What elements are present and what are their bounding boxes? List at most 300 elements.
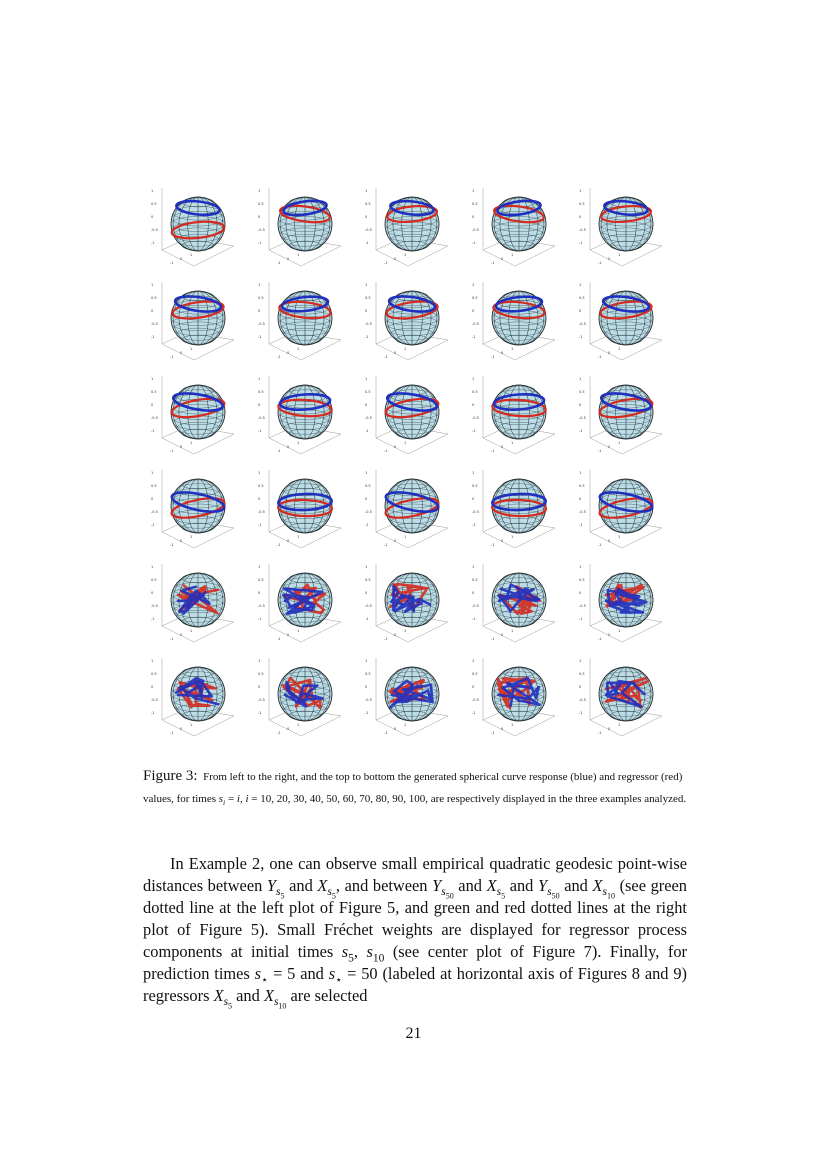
z-tick-label: 0.5	[472, 484, 478, 488]
x-tick-label: 1	[618, 347, 621, 351]
z-tick-label: -0.5	[365, 416, 372, 420]
z-tick-label: 0.5	[472, 202, 478, 206]
x-tick-label: 1	[404, 723, 407, 727]
sphere-plot	[362, 650, 454, 742]
x-tick-label: -1	[384, 355, 388, 359]
z-tick-label: 0	[258, 685, 261, 689]
sphere-panel-r3-c5	[576, 368, 668, 460]
sphere-plot	[469, 180, 561, 272]
z-tick-label: -0.5	[151, 698, 158, 702]
z-tick-label: 0	[151, 591, 154, 595]
z-tick-label: -1	[258, 617, 262, 621]
z-tick-label: -1	[472, 241, 476, 245]
z-tick-label: 0.5	[579, 296, 585, 300]
x-tick-label: 1	[511, 535, 514, 539]
z-tick-label: -0.5	[472, 698, 479, 702]
x-tick-label: 0	[287, 727, 290, 731]
x-tick-label: -1	[491, 637, 495, 641]
sphere-plot	[148, 368, 240, 460]
x-tick-label: 1	[511, 723, 514, 727]
z-tick-label: -1	[579, 523, 583, 527]
z-tick-label: -1	[258, 335, 262, 339]
sphere-panel-r1-c3	[362, 180, 454, 272]
sphere-plot	[148, 650, 240, 742]
z-tick-label: 0.5	[151, 672, 157, 676]
x-tick-label: 0	[501, 633, 504, 637]
sphere-plot	[576, 462, 668, 554]
z-tick-label: 1	[472, 471, 475, 475]
x-tick-label: -1	[491, 543, 495, 547]
x-tick-label: 0	[501, 257, 504, 261]
z-tick-label: 1	[365, 565, 368, 569]
z-tick-label: 0.5	[258, 484, 264, 488]
z-tick-label: -0.5	[365, 322, 372, 326]
sphere-plot	[469, 274, 561, 366]
z-tick-label: 0	[579, 497, 582, 501]
sphere-panel-r6-c3	[362, 650, 454, 742]
sphere-panel-r5-c4	[469, 556, 561, 648]
page-number: 21	[405, 1025, 422, 1042]
z-tick-label: -1	[579, 241, 583, 245]
sphere-panel-r5-c1	[148, 556, 240, 648]
z-tick-label: -1	[472, 335, 476, 339]
z-tick-label: -1	[365, 711, 369, 715]
sphere-panel-r5-c5	[576, 556, 668, 648]
z-tick-label: 0.5	[258, 578, 264, 582]
z-tick-label: 0	[579, 403, 582, 407]
x-tick-label: 0	[501, 351, 504, 355]
z-tick-label: 0	[472, 309, 475, 313]
z-tick-label: 0	[472, 497, 475, 501]
x-tick-label: 0	[501, 727, 504, 731]
sphere-panel-r1-c5	[576, 180, 668, 272]
z-tick-label: -0.5	[151, 322, 158, 326]
z-tick-label: 0	[365, 215, 368, 219]
z-tick-label: -0.5	[258, 322, 265, 326]
x-tick-label: -1	[491, 449, 495, 453]
z-tick-label: 0.5	[579, 578, 585, 582]
x-tick-label: 1	[511, 441, 514, 445]
sphere-plot	[255, 368, 347, 460]
x-tick-label: 1	[190, 723, 193, 727]
sphere-panel-r4-c3	[362, 462, 454, 554]
sphere-plot	[255, 556, 347, 648]
x-tick-label: -1	[170, 261, 174, 265]
z-tick-label: -0.5	[579, 416, 586, 420]
sphere-panel-r2-c1	[148, 274, 240, 366]
sphere-panel-r2-c3	[362, 274, 454, 366]
x-tick-label: -1	[598, 637, 602, 641]
x-tick-label: -1	[277, 731, 281, 735]
z-tick-label: 0.5	[365, 296, 371, 300]
z-tick-label: 0.5	[365, 202, 371, 206]
x-tick-label: 1	[618, 441, 621, 445]
z-tick-label: 1	[472, 377, 475, 381]
x-tick-label: -1	[598, 543, 602, 547]
x-tick-label: -1	[384, 731, 388, 735]
z-tick-label: 0	[258, 497, 261, 501]
sphere-panel-r2-c4	[469, 274, 561, 366]
x-tick-label: 0	[180, 351, 183, 355]
sphere-panel-r4-c4	[469, 462, 561, 554]
z-tick-label: 0.5	[151, 296, 157, 300]
x-tick-label: 0	[180, 257, 183, 261]
z-tick-label: -0.5	[258, 416, 265, 420]
z-tick-label: 1	[472, 659, 475, 663]
z-tick-label: 0	[151, 215, 154, 219]
sphere-plot	[148, 556, 240, 648]
z-tick-label: 1	[151, 565, 154, 569]
x-tick-label: 0	[608, 351, 611, 355]
x-tick-label: 0	[287, 351, 290, 355]
figure-3-sphere-grid	[148, 180, 688, 735]
z-tick-label: -0.5	[365, 698, 372, 702]
x-tick-label: 0	[180, 633, 183, 637]
z-tick-label: 1	[579, 659, 582, 663]
x-tick-label: 1	[297, 723, 300, 727]
z-tick-label: 0	[151, 497, 154, 501]
sphere-panel-r2-c2	[255, 274, 347, 366]
z-tick-label: 1	[151, 659, 154, 663]
x-tick-label: 0	[608, 727, 611, 731]
x-tick-label: -1	[384, 261, 388, 265]
z-tick-label: -1	[258, 241, 262, 245]
sphere-plot	[576, 180, 668, 272]
sphere-panel-r4-c2	[255, 462, 347, 554]
z-tick-label: 0	[151, 309, 154, 313]
z-tick-label: -1	[151, 523, 155, 527]
z-tick-label: 1	[472, 283, 475, 287]
x-tick-label: -1	[384, 637, 388, 641]
x-tick-label: 0	[287, 633, 290, 637]
z-tick-label: 0	[365, 403, 368, 407]
x-tick-label: 0	[501, 539, 504, 543]
z-tick-label: -1	[365, 241, 369, 245]
x-tick-label: 0	[394, 445, 397, 449]
x-tick-label: 1	[297, 441, 300, 445]
sphere-plot	[576, 650, 668, 742]
z-tick-label: 0	[472, 403, 475, 407]
x-tick-label: -1	[170, 637, 174, 641]
z-tick-label: -1	[472, 523, 476, 527]
figure-caption	[143, 765, 687, 810]
sphere-panel-r6-c4	[469, 650, 561, 742]
sphere-plot	[469, 556, 561, 648]
x-tick-label: 0	[394, 539, 397, 543]
z-tick-label: 1	[151, 377, 154, 381]
z-tick-label: 1	[472, 189, 475, 193]
x-tick-label: 1	[404, 441, 407, 445]
x-tick-label: -1	[277, 449, 281, 453]
z-tick-label: 0.5	[579, 202, 585, 206]
z-tick-label: -1	[258, 429, 262, 433]
z-tick-label: 0.5	[365, 672, 371, 676]
z-tick-label: 0.5	[472, 296, 478, 300]
z-tick-label: 0.5	[151, 484, 157, 488]
sphere-plot	[362, 462, 454, 554]
z-tick-label: 1	[151, 283, 154, 287]
sphere-plot	[255, 462, 347, 554]
body-paragraph	[143, 853, 687, 1011]
z-tick-label: 0.5	[365, 578, 371, 582]
z-tick-label: -1	[365, 335, 369, 339]
x-tick-label: -1	[170, 731, 174, 735]
x-tick-label: 1	[404, 535, 407, 539]
x-tick-label: 0	[394, 727, 397, 731]
sphere-panel-r3-c1	[148, 368, 240, 460]
z-tick-label: 0	[579, 309, 582, 313]
x-tick-label: 1	[297, 535, 300, 539]
z-tick-label: -1	[258, 711, 262, 715]
z-tick-label: 0.5	[579, 484, 585, 488]
x-tick-label: 1	[297, 347, 300, 351]
x-tick-label: 1	[618, 629, 621, 633]
x-tick-label: -1	[598, 731, 602, 735]
sphere-plot	[469, 462, 561, 554]
z-tick-label: 1	[258, 471, 261, 475]
sphere-panel-r4-c5	[576, 462, 668, 554]
x-tick-label: 1	[190, 347, 193, 351]
sphere-plot	[576, 274, 668, 366]
x-tick-label: 1	[190, 253, 193, 257]
z-tick-label: 1	[365, 283, 368, 287]
x-tick-label: 0	[501, 445, 504, 449]
x-tick-label: 1	[618, 535, 621, 539]
z-tick-label: -0.5	[258, 604, 265, 608]
x-tick-label: 0	[287, 445, 290, 449]
sphere-plot	[148, 274, 240, 366]
sphere-panel-r3-c3	[362, 368, 454, 460]
z-tick-label: 0	[258, 309, 261, 313]
x-tick-label: -1	[170, 355, 174, 359]
z-tick-label: -1	[365, 523, 369, 527]
z-tick-label: 0	[472, 215, 475, 219]
z-tick-label: 0	[258, 215, 261, 219]
z-tick-label: -0.5	[151, 604, 158, 608]
z-tick-label: 0.5	[151, 578, 157, 582]
sphere-panel-r1-c2	[255, 180, 347, 272]
x-tick-label: 1	[190, 629, 193, 633]
z-tick-label: -0.5	[472, 416, 479, 420]
z-tick-label: -0.5	[151, 228, 158, 232]
z-tick-label: -0.5	[472, 510, 479, 514]
x-tick-label: -1	[170, 449, 174, 453]
z-tick-label: 1	[472, 565, 475, 569]
x-tick-label: 1	[404, 629, 407, 633]
z-tick-label: 0	[151, 685, 154, 689]
x-tick-label: -1	[277, 543, 281, 547]
z-tick-label: -1	[472, 429, 476, 433]
z-tick-label: 0	[579, 591, 582, 595]
x-tick-label: 1	[618, 723, 621, 727]
sphere-plot	[362, 368, 454, 460]
sphere-plot	[469, 650, 561, 742]
sphere-plot	[148, 180, 240, 272]
sphere-panel-r1-c1	[148, 180, 240, 272]
z-tick-label: -1	[151, 335, 155, 339]
sphere-plot	[255, 650, 347, 742]
z-tick-label: 0.5	[472, 672, 478, 676]
x-tick-label: -1	[170, 543, 174, 547]
z-tick-label: 1	[579, 471, 582, 475]
z-tick-label: -1	[151, 711, 155, 715]
sphere-panel-r6-c5	[576, 650, 668, 742]
sphere-panel-r6-c1	[148, 650, 240, 742]
x-tick-label: 0	[608, 257, 611, 261]
z-tick-label: 0	[365, 309, 368, 313]
x-tick-label: -1	[277, 261, 281, 265]
sphere-plot	[362, 556, 454, 648]
z-tick-label: -1	[365, 617, 369, 621]
z-tick-label: 0.5	[258, 202, 264, 206]
z-tick-label: -0.5	[472, 604, 479, 608]
z-tick-label: 0	[579, 685, 582, 689]
sphere-panel-r3-c2	[255, 368, 347, 460]
z-tick-label: -1	[151, 617, 155, 621]
z-tick-label: -0.5	[579, 322, 586, 326]
x-tick-label: -1	[598, 449, 602, 453]
sphere-panel-r5-c2	[255, 556, 347, 648]
sphere-plot	[255, 274, 347, 366]
z-tick-label: 0.5	[151, 202, 157, 206]
z-tick-label: 1	[579, 377, 582, 381]
z-tick-label: 1	[579, 565, 582, 569]
z-tick-label: -1	[579, 335, 583, 339]
z-tick-label: 1	[579, 283, 582, 287]
z-tick-label: -0.5	[579, 604, 586, 608]
z-tick-label: -1	[151, 241, 155, 245]
z-tick-label: 0	[472, 685, 475, 689]
z-tick-label: 0	[579, 215, 582, 219]
z-tick-label: -0.5	[365, 510, 372, 514]
z-tick-label: -1	[258, 523, 262, 527]
z-tick-label: -0.5	[151, 416, 158, 420]
z-tick-label: 0.5	[151, 390, 157, 394]
x-tick-label: 0	[394, 633, 397, 637]
z-tick-label: -0.5	[365, 228, 372, 232]
z-tick-label: 1	[258, 565, 261, 569]
z-tick-label: -1	[579, 617, 583, 621]
sphere-panel-r6-c2	[255, 650, 347, 742]
x-tick-label: 0	[394, 351, 397, 355]
x-tick-label: -1	[384, 449, 388, 453]
z-tick-label: 0.5	[258, 390, 264, 394]
z-tick-label: -0.5	[579, 510, 586, 514]
z-tick-label: 0.5	[579, 672, 585, 676]
z-tick-label: -1	[579, 429, 583, 433]
z-tick-label: -0.5	[258, 228, 265, 232]
z-tick-label: 1	[258, 377, 261, 381]
x-tick-label: -1	[491, 261, 495, 265]
x-tick-label: 0	[287, 539, 290, 543]
sphere-plot	[362, 274, 454, 366]
z-tick-label: 0	[151, 403, 154, 407]
z-tick-label: 1	[365, 659, 368, 663]
figure-label: Figure 3:	[143, 768, 198, 784]
z-tick-label: 1	[365, 189, 368, 193]
x-tick-label: -1	[491, 731, 495, 735]
x-tick-label: 1	[297, 629, 300, 633]
z-tick-label: 0.5	[258, 672, 264, 676]
z-tick-label: 1	[258, 189, 261, 193]
z-tick-label: -0.5	[579, 698, 586, 702]
x-tick-label: -1	[598, 261, 602, 265]
z-tick-label: -1	[579, 711, 583, 715]
z-tick-label: 0.5	[579, 390, 585, 394]
z-tick-label: 0	[365, 685, 368, 689]
z-tick-label: 0.5	[365, 390, 371, 394]
sphere-panel-r4-c1	[148, 462, 240, 554]
sphere-panel-r3-c4	[469, 368, 561, 460]
x-tick-label: 1	[404, 347, 407, 351]
x-tick-label: 0	[180, 727, 183, 731]
sphere-plot	[576, 368, 668, 460]
x-tick-label: 1	[297, 253, 300, 257]
x-tick-label: -1	[277, 355, 281, 359]
x-tick-label: -1	[277, 637, 281, 641]
z-tick-label: -0.5	[472, 228, 479, 232]
x-tick-label: 0	[608, 445, 611, 449]
x-tick-label: 0	[180, 445, 183, 449]
sphere-panel-r5-c3	[362, 556, 454, 648]
x-tick-label: 1	[511, 347, 514, 351]
z-tick-label: -0.5	[151, 510, 158, 514]
z-tick-label: 0	[258, 403, 261, 407]
z-tick-label: 0	[258, 591, 261, 595]
paragraph-example-2: In Example 2, one can observe small empirical quadratic geodesic point-wise distances between $Y_{s_5}$ and $X_{s_5}$, and between $Y_{s_{50}}$ and $X_{s_5}$ and $Y_{s_{50}}$ and $X_{s_{10}}$ (see green dotted line at the left plot of Figure 5, and green and red dotted lines at the right plot of Figure 5). Small Fréchet weights are displayed for regressor process components at initial times $s_5$, $s_{10}$ (see center plot of Figure 7). Finally, for prediction times $s_⋆ = 5$ and $s_⋆ = 50$ (labeled at horizontal axis of Figures 8 and 9) regressors $X_{s_5}$ and $X_{s_{10}}$ are selected	[143, 854, 687, 1011]
z-tick-label: 1	[258, 659, 261, 663]
sphere-panel-r1-c4	[469, 180, 561, 272]
x-tick-label: 1	[511, 253, 514, 257]
z-tick-label: -1	[151, 429, 155, 433]
sphere-plot	[576, 556, 668, 648]
x-tick-label: 1	[618, 253, 621, 257]
x-tick-label: 0	[394, 257, 397, 261]
sphere-plot	[362, 180, 454, 272]
x-tick-label: 0	[287, 257, 290, 261]
x-tick-label: 0	[608, 633, 611, 637]
x-tick-label: 0	[180, 539, 183, 543]
z-tick-label: -0.5	[472, 322, 479, 326]
sphere-plot	[469, 368, 561, 460]
z-tick-label: 0.5	[258, 296, 264, 300]
sphere-panel-r2-c5	[576, 274, 668, 366]
x-tick-label: 0	[608, 539, 611, 543]
caption-text: From left to the right, and the top to bottom the generated spherical curve response (blue) and regressor (red) values, for times $s_i = i$, i = 10, 20, 30, 40, 50, 60, 70, 80, 90, 100, are respectively displayed in the three examples analyzed.	[143, 771, 687, 808]
z-tick-label: -0.5	[258, 698, 265, 702]
z-tick-label: -1	[472, 711, 476, 715]
z-tick-label: 1	[579, 189, 582, 193]
z-tick-label: 0.5	[472, 578, 478, 582]
z-tick-label: 1	[365, 377, 368, 381]
z-tick-label: 1	[151, 471, 154, 475]
z-tick-label: -0.5	[258, 510, 265, 514]
z-tick-label: 1	[151, 189, 154, 193]
z-tick-label: 1	[365, 471, 368, 475]
z-tick-label: 0	[365, 591, 368, 595]
x-tick-label: -1	[384, 543, 388, 547]
z-tick-label: -0.5	[579, 228, 586, 232]
z-tick-label: 0	[365, 497, 368, 501]
sphere-plot	[255, 180, 347, 272]
z-tick-label: -1	[472, 617, 476, 621]
x-tick-label: 1	[190, 535, 193, 539]
z-tick-label: 0.5	[472, 390, 478, 394]
x-tick-label: 1	[404, 253, 407, 257]
x-tick-label: -1	[491, 355, 495, 359]
z-tick-label: -1	[365, 429, 369, 433]
sphere-plot	[148, 462, 240, 554]
